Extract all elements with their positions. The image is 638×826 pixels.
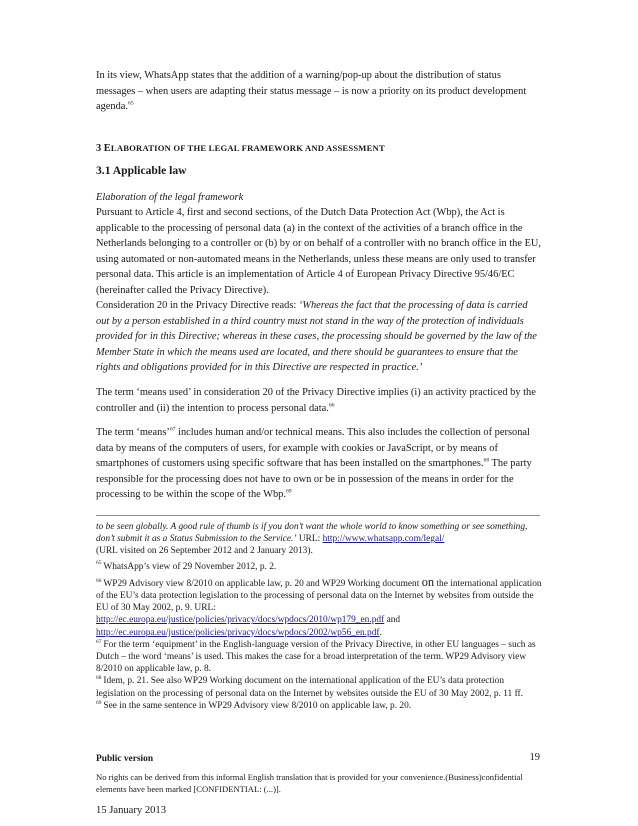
footnote-visited-note: (URL visited on 26 September 2012 and 2 January 2013).: [96, 546, 313, 557]
wp179-link[interactable]: http://ec.europa.eu/justice/policies/privacy/docs/wpdocs/2010/wp179_en.pdf: [96, 615, 385, 626]
consideration-quote: ‘Whereas the fact that the processing of data is carried out by a person established in a third country must not stand in the way of the protection of individuals provided for in this Directive; whereas in these cases, the processing should be governed by the law of the Member State in which the means used are located, and there should be guarantees to ensure that the rights and obligations provided for in this Directive are respected in practice.’: [96, 300, 537, 374]
means-used-text: The term ‘means used’ in consideration 20 of the Privacy Directive implies (i) an activity practiced by the controller and (ii) the intention to process personal data.: [96, 387, 536, 414]
footnote-text: WhatsApp’s view of 29 November 2012, p. 2.: [103, 561, 277, 572]
footnote-number: 65: [96, 560, 102, 567]
footnote-ref-65[interactable]: 65: [128, 100, 134, 107]
footnote-number: 69: [96, 699, 102, 706]
footnote-text-on: on: [421, 574, 435, 589]
page-number: 19: [529, 752, 540, 763]
footnote-text: the international application of the EU’s data protection legislation to the processing of personal data on the Internet by websites from outside the EU of 30 May 2002, p. 9. URL:: [96, 578, 542, 614]
footnote-68: [96, 675, 542, 699]
wp56-link[interactable]: http://ec.europa.eu/justice/policies/privacy/docs/wpdocs/2002/wp56_en.pdf: [96, 627, 380, 638]
footnote-number: 68: [96, 675, 102, 682]
consideration-paragraph: [96, 298, 542, 376]
footnote-66: [96, 576, 542, 639]
footnote-ref-67[interactable]: 67: [169, 426, 176, 433]
footnote-url-label: URL:: [296, 534, 323, 545]
footnote-number: 66: [96, 577, 102, 584]
footnote-text: WP29 Advisory view 8/2010 on applicable law, p. 20 and WP29 Working document: [103, 578, 422, 589]
public-version-label: Public version: [96, 754, 154, 764]
document-date: 15 January 2013: [96, 805, 167, 816]
means-paragraph: [96, 425, 542, 503]
section-number: 3: [96, 143, 102, 154]
means-text-1: The term ‘means’: [96, 427, 170, 438]
footnote-text: See in the same sentence in WP29 Advisory view 8/2010 on applicable law, p. 20.: [103, 700, 412, 711]
translation-disclaimer: No rights can be derived from this informal English translation that is provided for your convenience.(Business)confidential elements have been marked [CONFIDENTIAL: (...)].: [96, 772, 523, 795]
footnote-number: 67: [96, 638, 102, 645]
section-heading: [96, 143, 542, 154]
footnote-text: and: [384, 615, 401, 626]
subsection-heading: 3.1 Applicable law: [96, 164, 187, 177]
footnote-text: For the term ‘equipment’ in the English-language version of the Privacy Directive, in other EU languages – such as Dutch – the word ‘means’ is used. This makes the case for a broad interpretation of the term. WP29 Advisory view 8/2010 on applicable law, p. 8.: [96, 639, 536, 675]
footnote-ref-69[interactable]: 69: [285, 488, 292, 495]
intro-text: In its view, WhatsApp states that the addition of a warning/pop-up about the distribution of status messages – when users are adapting their status message – is now a priority on its product development agenda.: [96, 70, 527, 113]
intro-paragraph: [96, 68, 542, 115]
footnote-69: [96, 700, 542, 712]
footnote-separator: [96, 515, 540, 516]
footnotes: [96, 521, 542, 712]
consideration-lead: Consideration 20 in the Privacy Directive reads:: [96, 300, 299, 311]
footnote-65: [96, 561, 542, 573]
section-initial: E: [103, 143, 111, 154]
footnote-text: .: [379, 627, 382, 638]
whatsapp-legal-link[interactable]: http://www.whatsapp.com/legal/: [322, 534, 445, 545]
means-text-2: includes human and/or technical means. This also includes the collection of personal data by means of the computers of users, for example with cookies or JavaScript, or by means of smartphones of customers using specific software that has been installed on the smartphones.: [96, 427, 530, 470]
footnote-continuation: [96, 521, 542, 558]
elaboration-heading: Elaboration of the legal framework: [96, 192, 244, 203]
footnote-ref-66[interactable]: 66: [328, 402, 335, 409]
section-title: LABORATION OF THE LEGAL FRAMEWORK AND ASSESSMENT: [110, 143, 385, 153]
footnote-ref-68[interactable]: 68: [483, 457, 490, 464]
means-used-paragraph: [96, 385, 542, 416]
footnote-67: [96, 639, 542, 676]
footnote-text: Idem, p. 21. See also WP29 Working document on the international application of the EU’s data protection legislation on the processing of personal data on the Internet by websites outside the EU of 30 May 2002, p. 11 ff.: [96, 676, 523, 699]
footnote-continuation-quote: to be seen globally. A good rule of thumb is if you don’t want the whole world to know something or see something, don’t submit it as a Status Submission to the Service.’: [96, 522, 528, 545]
elaboration-paragraph: Pursuant to Article 4, first and second sections, of the Dutch Data Protection Act (Wbp), the Act is applicable to the processing of personal data (a) in the context of the activities of a branch office in the Netherlands belonging to a controller or (b) by or on behalf of a controller with no branch office in the EU, using automated or non-automated means in the Netherlands, unless these means are only used to transfer personal data. This article is an implementation of Article 4 of European Privacy Directive 95/46/EC (hereinafter called the Privacy Directive).: [96, 207, 542, 296]
means-text-3: The party responsible for the processing does not have to own or be in possession of the means in order for the processing to be within the scope of the Wbp.: [96, 458, 532, 501]
